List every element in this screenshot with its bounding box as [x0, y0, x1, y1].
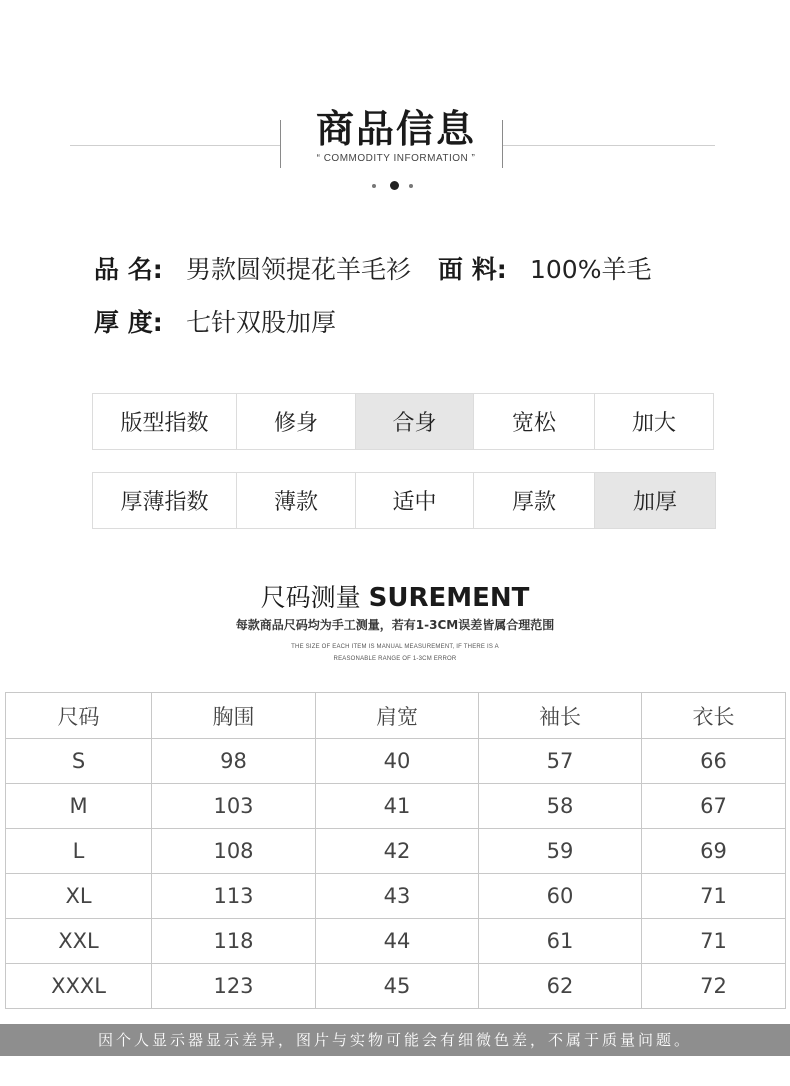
col-header-shoulder: 肩宽	[316, 693, 479, 739]
fit-option-oversize: 加大	[595, 394, 714, 450]
size-table-header-row	[6, 693, 786, 739]
cell-shoulder: 42	[316, 829, 479, 874]
fit-option-loose: 宽松	[474, 394, 595, 450]
header-divider-right	[503, 145, 715, 146]
thickness-value: 七针双股加厚	[186, 308, 337, 337]
size-note-line-1: THE SIZE OF EACH ITEM IS MANUAL MEASUREMENT, IF THERE IS A	[291, 644, 499, 650]
cell-sleeve: 60	[479, 874, 642, 919]
size-chart-table	[5, 692, 786, 1009]
header-divider-left	[70, 145, 280, 146]
table-row	[6, 964, 786, 1009]
header-bracket-right	[502, 120, 503, 168]
product-name-label: 品 名:	[94, 255, 163, 284]
material-value: 100%羊毛	[530, 255, 652, 284]
thickness-option-extra-thick-selected: 加厚	[595, 473, 716, 529]
cell-size: S	[6, 739, 152, 784]
thickness-label: 厚 度:	[94, 308, 163, 337]
cell-shoulder: 44	[316, 919, 479, 964]
thickness-index-table	[92, 472, 716, 529]
fit-index-table	[92, 393, 714, 450]
cell-chest: 123	[152, 964, 316, 1009]
cell-chest: 118	[152, 919, 316, 964]
size-note-line-2: REASONABLE RANGE OF 1-3CM ERROR	[333, 656, 457, 662]
thickness-option-thick: 厚款	[474, 473, 595, 529]
table-row	[6, 829, 786, 874]
fit-option-slim: 修身	[237, 394, 356, 450]
cell-length: 72	[642, 964, 786, 1009]
thickness-option-medium: 适中	[356, 473, 474, 529]
table-row	[6, 784, 786, 829]
page-subtitle: “ COMMODITY INFORMATION ”	[316, 153, 476, 164]
cell-length: 71	[642, 919, 786, 964]
col-header-chest: 胸围	[152, 693, 316, 739]
cell-chest: 108	[152, 829, 316, 874]
cell-chest: 103	[152, 784, 316, 829]
cell-shoulder: 40	[316, 739, 479, 784]
pager-dot-3	[409, 184, 413, 188]
col-header-length: 衣长	[642, 693, 786, 739]
material-label: 面 料:	[438, 255, 507, 284]
cell-sleeve: 58	[479, 784, 642, 829]
disclaimer-banner: 因个人显示器显示差异，图片与实物可能会有细微色差，不属于质量问题。	[0, 1024, 790, 1056]
cell-size: M	[6, 784, 152, 829]
cell-size: XXXL	[6, 964, 152, 1009]
cell-shoulder: 43	[316, 874, 479, 919]
table-row	[6, 874, 786, 919]
size-section-subtitle: 每款商品尺码均为手工测量，若有1-3CM误差皆属合理范围	[235, 618, 555, 632]
cell-length: 67	[642, 784, 786, 829]
cell-chest: 98	[152, 739, 316, 784]
cell-sleeve: 62	[479, 964, 642, 1009]
cell-length: 71	[642, 874, 786, 919]
col-header-size: 尺码	[6, 693, 152, 739]
size-section-title	[0, 580, 790, 616]
pager-dot-1	[372, 184, 376, 188]
cell-length: 66	[642, 739, 786, 784]
fit-option-regular-selected: 合身	[356, 394, 474, 450]
pager-dot-2	[390, 181, 399, 190]
cell-sleeve: 57	[479, 739, 642, 784]
cell-sleeve: 59	[479, 829, 642, 874]
cell-sleeve: 61	[479, 919, 642, 964]
size-title-cn: 尺码测量	[260, 583, 361, 612]
cell-size: L	[6, 829, 152, 874]
col-header-sleeve: 袖长	[479, 693, 642, 739]
cell-shoulder: 41	[316, 784, 479, 829]
cell-size: XL	[6, 874, 152, 919]
table-row	[6, 919, 786, 964]
thickness-option-thin: 薄款	[237, 473, 356, 529]
thickness-index-label: 厚薄指数	[93, 473, 237, 529]
cell-shoulder: 45	[316, 964, 479, 1009]
cell-chest: 113	[152, 874, 316, 919]
table-row	[6, 739, 786, 784]
page-title: 商品信息	[315, 107, 476, 151]
cell-size: XXL	[6, 919, 152, 964]
product-name-value: 男款圆领提花羊毛衫	[186, 255, 412, 284]
fit-index-label: 版型指数	[93, 394, 237, 450]
size-title-en: SUREMENT	[368, 583, 530, 613]
cell-length: 69	[642, 829, 786, 874]
